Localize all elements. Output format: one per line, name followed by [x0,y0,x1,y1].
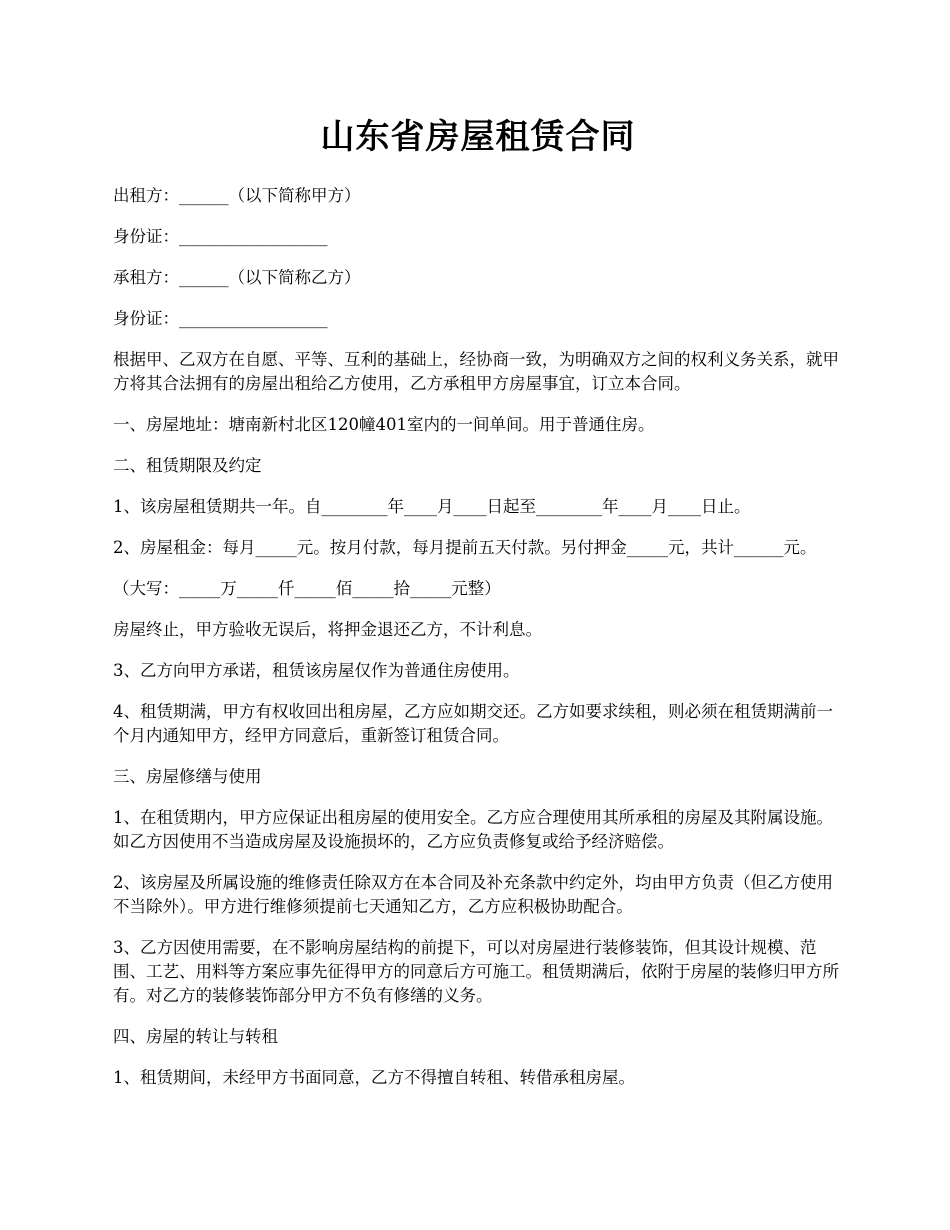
clause-3-2-maintenance: 2、该房屋及所属设施的维修责任除双方在本合同及补充条款中约定外，均由甲方负责（但乙方使用不当除外）。甲方进行维修须提前七天通知乙方，乙方应积极协助配合。 [113,873,833,916]
lessee-line: 承租方：______（以下简称乙方） [113,268,361,287]
clause-2-2-amount-in-words: （大写：_____万_____仟_____佰_____拾_____元整） [113,579,501,598]
section-4-heading: 四、房屋的转让与转租 [113,1027,278,1046]
clause-2-3-usage: 3、乙方向甲方承诺，租赁该房屋仅作为普通住房使用。 [113,661,520,680]
clause-4-1-sublet: 1、租赁期间，未经甲方书面同意，乙方不得擅自转租、转借承租房屋。 [113,1068,635,1087]
clause-2-2-rent: 2、房屋租金：每月_____元。按月付款，每月提前五天付款。另付押金_____元，共计______元。 [113,538,817,557]
section-3-heading: 三、房屋修缮与使用 [113,767,262,786]
clause-2-1-term: 1、该房屋租赁期共一年。自________年____月____日起至________年____月____日止。 [113,497,751,516]
lessee-id-line: 身份证：__________________ [113,309,328,328]
section-1-address: 一、房屋地址：塘南新村北区120幢401室内的一间单间。用于普通住房。 [113,415,655,434]
document-title: 山东省房屋租赁合同 [320,117,636,157]
clause-2-4-renewal: 4、租赁期满，甲方有权收回出租房屋，乙方应如期交还。乙方如要求续租，则必须在租赁期满前一个月内通知甲方，经甲方同意后，重新签订租赁合同。 [113,702,833,745]
document-page [113,112,843,1107]
lessor-id-line: 身份证：__________________ [113,227,328,246]
clause-2-2-deposit-return: 房屋终止，甲方验收无误后，将押金退还乙方，不计利息。 [113,620,542,639]
clause-3-1-safety: 1、在租赁期内，甲方应保证出租房屋的使用安全。乙方应合理使用其所承租的房屋及其附属设施。如乙方因使用不当造成房屋及设施损坏的，乙方应负责修复或给予经济赔偿。 [113,808,833,851]
lessor-line: 出租方：______（以下简称甲方） [113,186,361,205]
section-2-heading: 二、租赁期限及约定 [113,456,262,475]
preamble-paragraph: 根据甲、乙双方在自愿、平等、互利的基础上，经协商一致，为明确双方之间的权利义务关系，就甲方将其合法拥有的房屋出租给乙方使用，乙方承租甲方房屋事宜，订立本合同。 [113,350,839,393]
clause-3-3-decoration: 3、乙方因使用需要，在不影响房屋结构的前提下，可以对房屋进行装修装饰，但其设计规模、范围、工艺、用料等方案应事先征得甲方的同意后方可施工。租赁期满后，依附于房屋的装修归甲方所有。对乙方的装修装饰部分甲方不负有修缮的义务。 [113,938,839,1005]
